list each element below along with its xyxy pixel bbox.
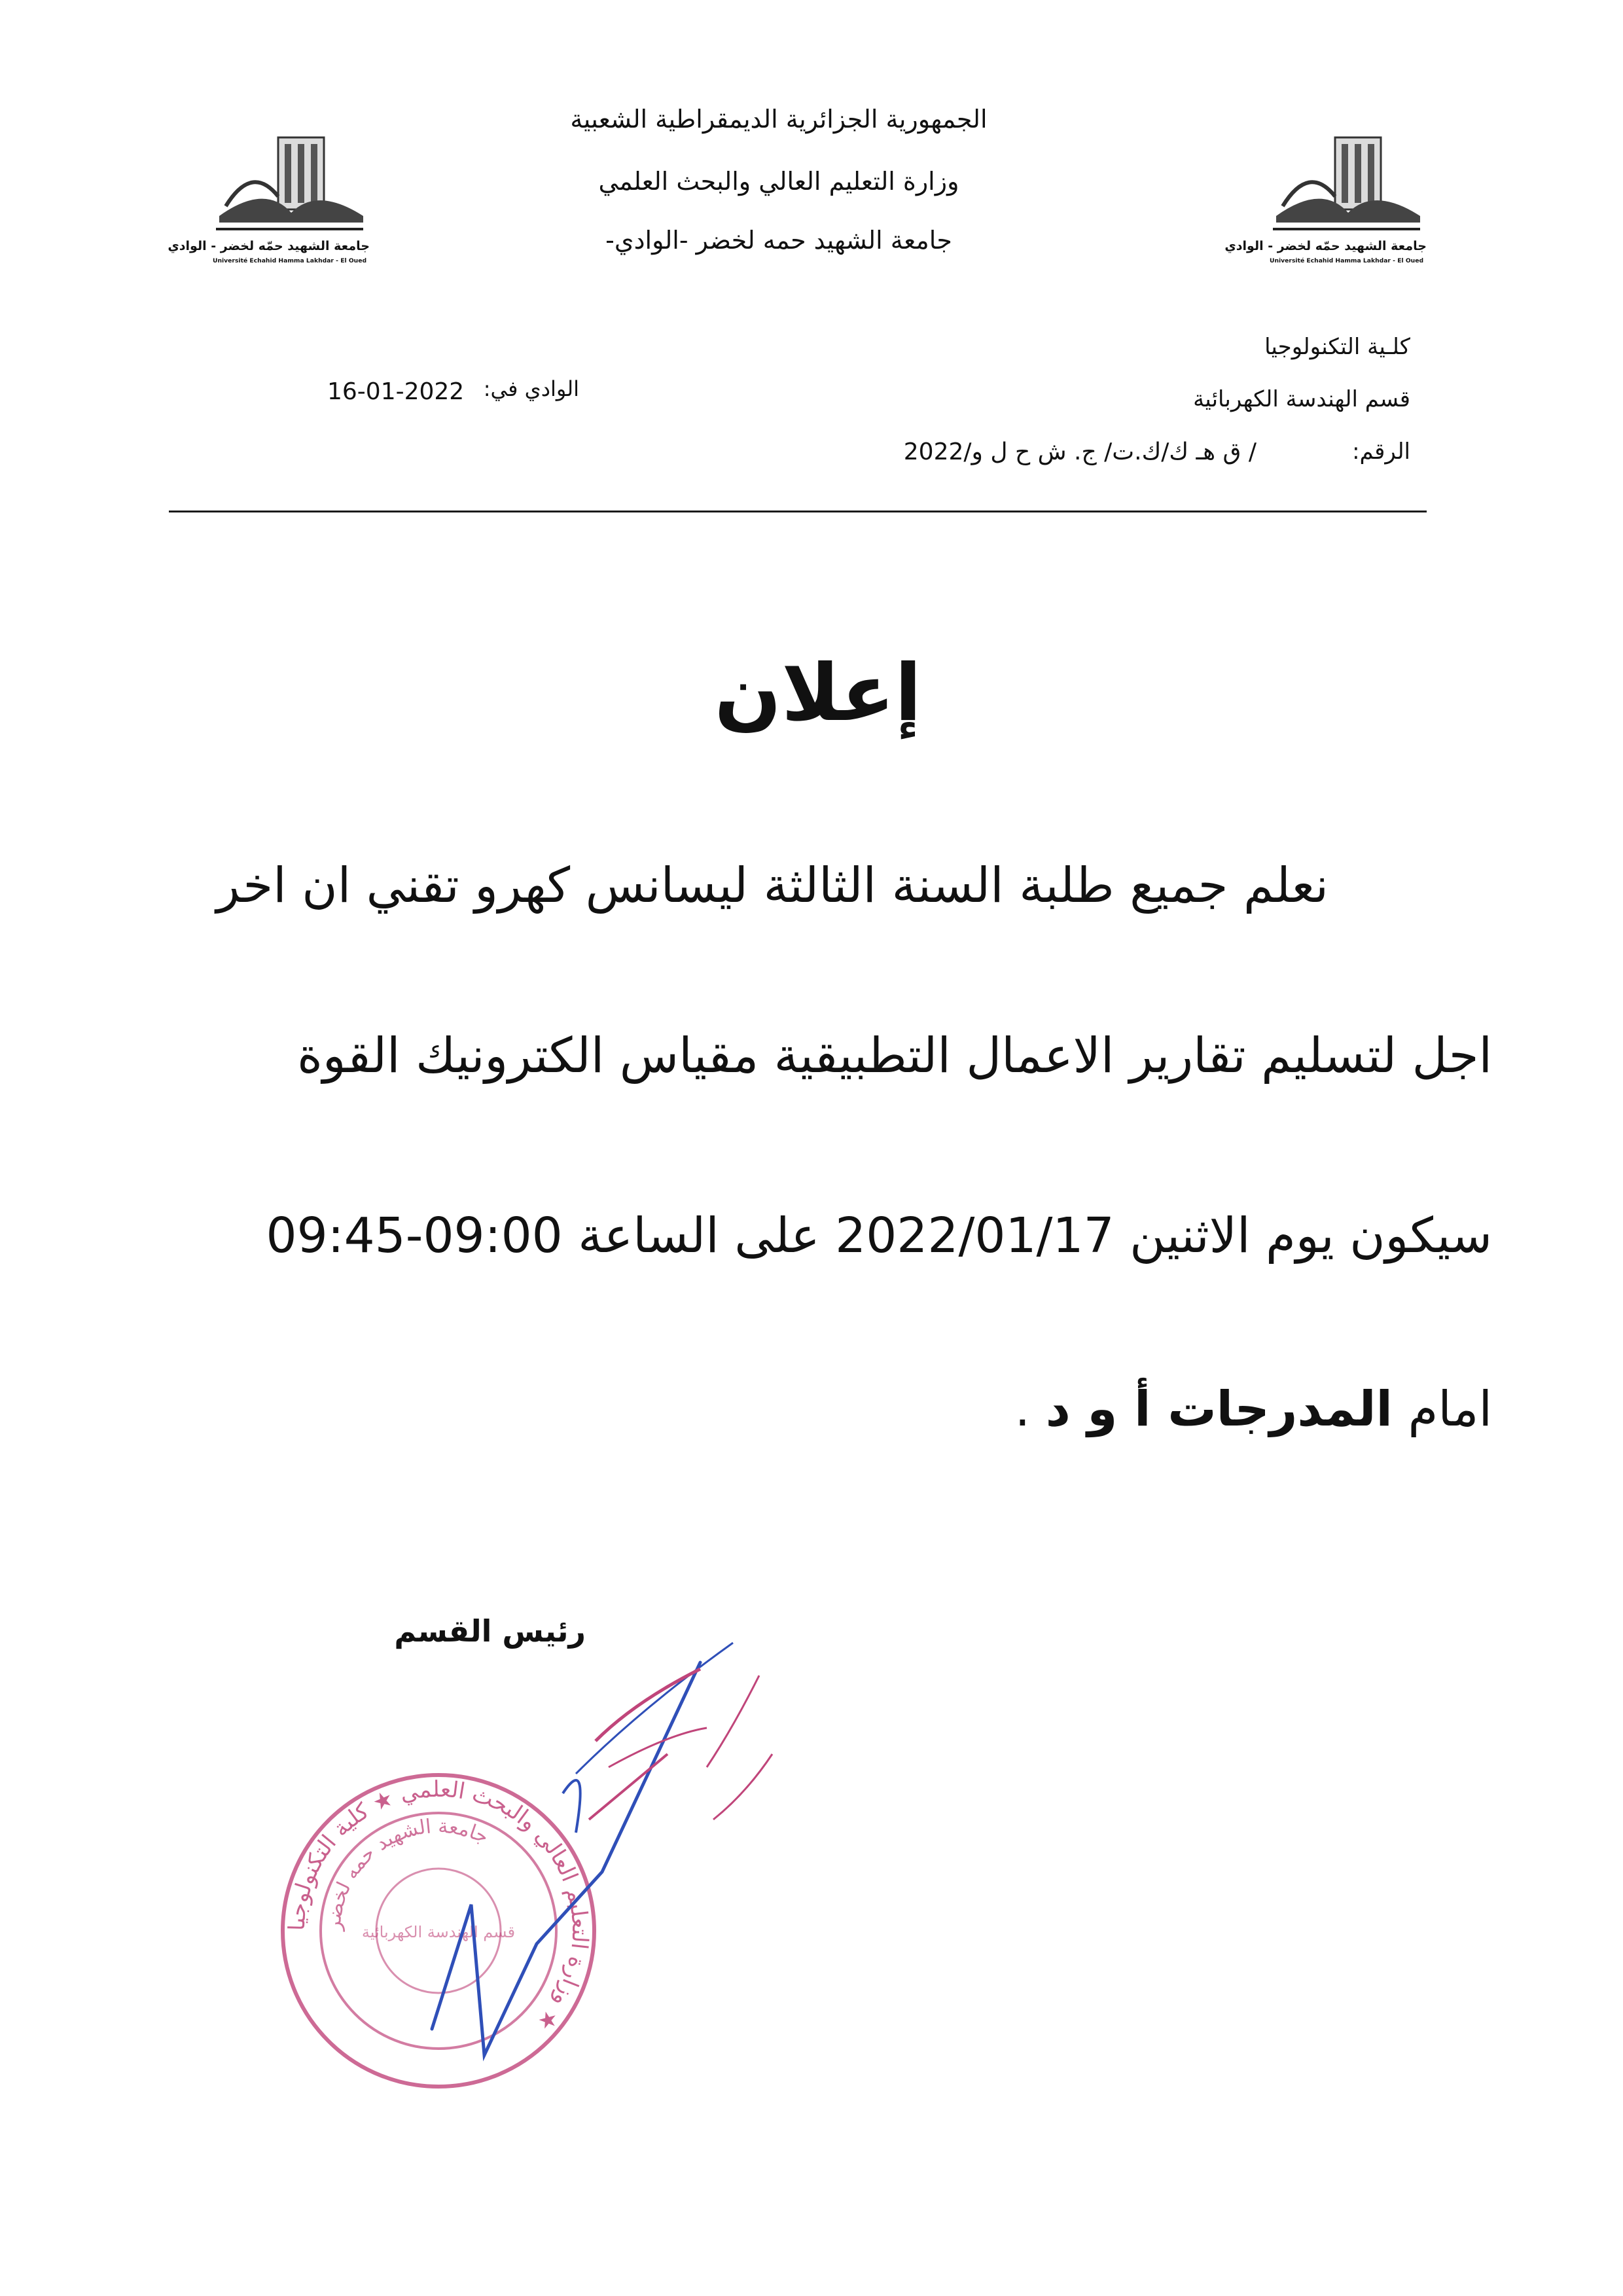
date-value: 16-01-2022 [327, 378, 465, 405]
header-university: جامعة الشهيد حمه لخضر -الوادي- [605, 226, 952, 255]
department-name: قسم الهندسة الكهربائية [1193, 386, 1410, 412]
header-divider [169, 511, 1427, 512]
header-republic: الجمهورية الجزائرية الديمقراطية الشعبية [570, 105, 988, 134]
university-logo-right [1224, 124, 1427, 275]
logo-arabic-text: جامعة الشهيد حمّه لخضر - الوادي [1224, 239, 1427, 253]
department-head-title: رئيس القسم [394, 1613, 586, 1649]
university-logo-left [168, 124, 370, 275]
body-line-1: نعلم جميع طلبة السنة الثالثة ليسانس كهرو تقني ان اخر [216, 857, 1329, 914]
logo-latin-text: Université Echahid Hamma Lakhdar - El Oued [213, 257, 367, 264]
stamp-center-text: قسم الهندسة الكهربائية [361, 1923, 516, 1941]
body-line-4 [1015, 1381, 1492, 1437]
body-line-4-prefix: امام [1408, 1381, 1492, 1437]
body-line-3: سيكون يوم الاثنين 2022/01/17 على الساعة 09:00-09:45 [266, 1208, 1492, 1264]
body-line-2: اجل لتسليم تقارير الاعمال التطبيقية مقياس الكترونيك القوة [297, 1028, 1492, 1084]
body-line-4-bold: المدرجات أ و د [1045, 1381, 1393, 1437]
announcement-title: إعلان [714, 648, 922, 739]
faculty-name: كلـية التكنولوجيا [1264, 334, 1410, 360]
date-label: الوادي في: [483, 376, 579, 401]
reference-number-label: الرقم: [1352, 439, 1410, 465]
handwritten-signature [393, 1623, 851, 2147]
reference-number-value: / ق هـ ك/ك.ت/ ج. ش ح ل و/2022 [903, 439, 1257, 465]
header-ministry: وزارة التعليم العالي والبحث العلمي [598, 167, 959, 196]
logo-arabic-text: جامعة الشهيد حمّه لخضر - الوادي [168, 239, 370, 253]
stamp-inner-text: جامعة الشهيد حمه لخضر [322, 1814, 492, 1931]
body-line-4-suffix: . [1014, 1381, 1031, 1437]
stamp-outer-text: وزارة التعليم العالي والبحث العلمي ★ كلية التكنولوجيا ★ [283, 1776, 594, 2037]
logo-latin-text: Université Echahid Hamma Lakhdar - El Oued [1270, 257, 1424, 264]
